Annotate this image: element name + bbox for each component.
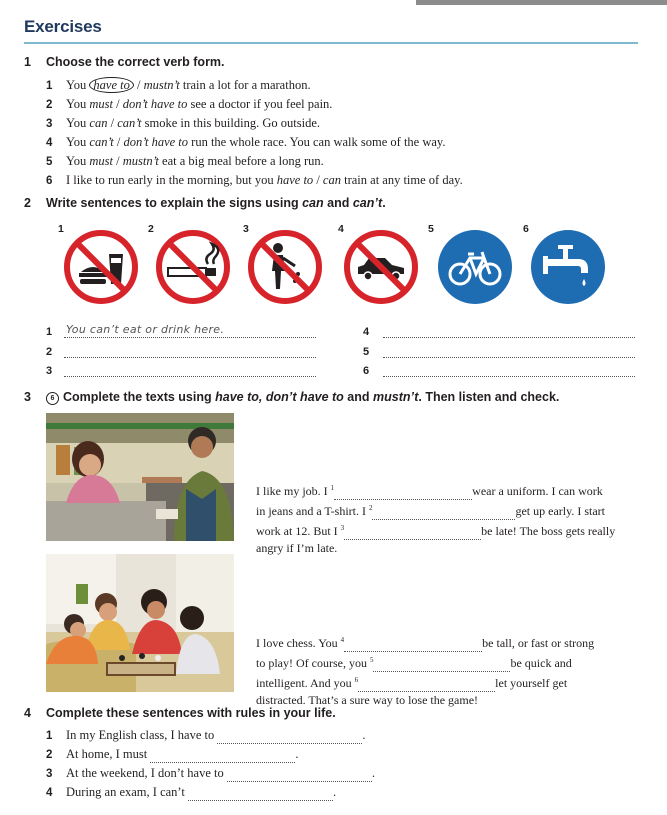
answer-line-2[interactable] xyxy=(64,357,316,358)
ex1-item-6 xyxy=(46,173,463,188)
instruction-cant: can’t xyxy=(352,196,383,210)
instruction-period: . xyxy=(382,196,386,210)
ex1-item-5 xyxy=(46,154,324,169)
item-end: . xyxy=(332,785,337,799)
text-fragment: be late! The boss gets really xyxy=(481,524,616,538)
answer-line-1[interactable] xyxy=(64,337,316,338)
verb-option-1[interactable]: can xyxy=(89,116,108,130)
top-bar xyxy=(416,0,667,5)
instruction-and: and xyxy=(343,390,373,404)
item-text: At home, I must xyxy=(66,747,151,761)
ex4-item-2 xyxy=(46,747,299,763)
title-rule xyxy=(24,42,638,44)
answer-line-6[interactable] xyxy=(383,376,635,377)
text-1 xyxy=(256,480,615,556)
audio-track-icon[interactable]: 6 xyxy=(46,392,59,405)
verb-option-1[interactable]: can’t xyxy=(89,135,114,149)
item-post: see a doctor if you feel pain. xyxy=(187,97,333,111)
no-food-drink-sign-icon xyxy=(64,230,138,304)
rule-blank-4[interactable] xyxy=(188,785,333,801)
gap-6-blank[interactable] xyxy=(358,675,495,692)
option-separator: / xyxy=(113,97,123,111)
verb-option-2[interactable]: can xyxy=(322,173,341,187)
gap-5-blank[interactable] xyxy=(373,655,510,672)
exercise-number: 2 xyxy=(24,196,31,210)
text-fragment: intelligent. And you xyxy=(256,676,355,690)
verb-option-1[interactable]: must xyxy=(89,154,114,168)
verb-option-2[interactable]: don’t have to xyxy=(123,135,189,149)
rule-blank-1[interactable] xyxy=(217,728,362,744)
answer-line-3[interactable] xyxy=(64,376,316,377)
item-end: . xyxy=(295,747,299,761)
item-pre: I like to run early in the morning, but you xyxy=(66,173,277,187)
item-end: . xyxy=(362,728,366,742)
exercise-3-heading xyxy=(24,390,559,405)
gap-number: 5 xyxy=(369,656,374,664)
gap-2-blank[interactable] xyxy=(372,503,515,520)
text-fragment: angry if I’m late. xyxy=(256,541,338,555)
gap-number: 1 xyxy=(330,484,335,492)
verb-option-1[interactable]: must xyxy=(89,97,114,111)
instruction-terms: have to, don’t have to xyxy=(215,390,344,404)
instruction-can: can xyxy=(302,196,324,210)
sign-number: 1 xyxy=(58,223,64,235)
no-smoking-sign-icon xyxy=(156,230,230,304)
answer-line-4[interactable] xyxy=(383,337,635,338)
exercise-number: 1 xyxy=(24,55,31,69)
item-post: smoke in this building. Go outside. xyxy=(141,116,320,130)
item-number: 3 xyxy=(46,118,53,130)
item-post: run the whole race. You can walk some of the way. xyxy=(188,135,446,149)
verb-option-2[interactable]: can’t xyxy=(117,116,142,130)
sign-number: 4 xyxy=(338,223,344,235)
instruction-mustnt: mustn’t xyxy=(373,390,419,404)
text-fragment: to play! Of course, you xyxy=(256,656,370,670)
exercise-instruction: Complete these sentences with rules in your life. xyxy=(46,706,336,720)
item-pre: You xyxy=(66,116,90,130)
item-number: 5 xyxy=(46,156,53,168)
instruction-text: Complete the texts using xyxy=(63,390,216,404)
text-fragment: I love chess. You xyxy=(256,636,341,650)
verb-option-1[interactable]: have to xyxy=(276,173,314,187)
text-fragment: I like my job. I xyxy=(256,484,331,498)
answer-number: 2 xyxy=(46,346,53,358)
answer-line-5[interactable] xyxy=(383,357,635,358)
item-pre: You xyxy=(66,135,90,149)
item-post: eat a big meal before a long run. xyxy=(158,154,324,168)
option-separator: / xyxy=(107,116,118,130)
item-text: At the weekend, I don’t have to xyxy=(66,766,227,780)
sign-number: 3 xyxy=(243,223,249,235)
answer-number: 1 xyxy=(46,326,53,338)
ex1-item-3 xyxy=(46,116,320,131)
exercise-1-heading xyxy=(24,55,225,69)
no-cars-sign-icon xyxy=(344,230,418,304)
option-separator: / xyxy=(113,135,124,149)
ex4-item-3 xyxy=(46,766,375,782)
text-fragment: work at 12. But I xyxy=(256,524,341,538)
gap-number: 6 xyxy=(354,676,359,684)
ex1-item-1 xyxy=(46,78,311,93)
family-chess-photo xyxy=(46,554,234,692)
exercise-number: 4 xyxy=(24,706,31,720)
instruction-text-end: . Then listen and check. xyxy=(418,390,560,404)
item-number: 2 xyxy=(46,749,53,761)
no-littering-sign-icon xyxy=(248,230,322,304)
verb-option-2[interactable]: don’t have to xyxy=(122,97,188,111)
item-pre: You xyxy=(66,154,90,168)
ex1-item-4 xyxy=(46,135,445,150)
bicycle-sign-icon xyxy=(438,230,512,304)
text-fragment: let yourself get xyxy=(495,676,568,690)
ex1-item-2 xyxy=(46,97,332,112)
item-post: train at any time of day. xyxy=(340,173,463,187)
item-number: 6 xyxy=(46,175,53,187)
item-number: 1 xyxy=(46,80,53,92)
exercise-4-heading xyxy=(24,706,336,720)
page-title: Exercises xyxy=(24,17,102,36)
item-number: 4 xyxy=(46,137,53,149)
item-end: . xyxy=(371,766,375,780)
answer-number: 4 xyxy=(363,326,370,338)
shop-worker-photo xyxy=(46,413,234,541)
verb-option-2[interactable]: mustn’t xyxy=(122,154,159,168)
exercise-2-heading xyxy=(24,196,386,210)
item-number: 2 xyxy=(46,99,53,111)
ex4-item-1 xyxy=(46,728,366,744)
sign-number: 2 xyxy=(148,223,154,235)
gap-number: 3 xyxy=(340,524,345,532)
option-separator: / xyxy=(313,173,323,187)
example-answer: You can’t eat or drink here. xyxy=(66,323,225,336)
rule-blank-3[interactable] xyxy=(227,766,372,782)
tap-water-sign-icon xyxy=(531,230,605,304)
gap-number: 2 xyxy=(368,504,373,512)
answer-number: 5 xyxy=(363,346,370,358)
text-fragment: get up early. I start xyxy=(515,504,606,518)
sign-number: 5 xyxy=(428,223,434,235)
sign-number: 6 xyxy=(523,223,529,235)
gap-number: 4 xyxy=(340,636,345,644)
gap-1-blank[interactable] xyxy=(334,483,472,500)
item-number: 4 xyxy=(46,787,53,799)
item-number: 3 xyxy=(46,768,53,780)
item-text: In my English class, I have to xyxy=(66,728,218,742)
text-fragment: in jeans and a T-shirt. I xyxy=(256,504,369,518)
instruction-and: and xyxy=(323,196,353,210)
text-fragment: wear a uniform. I can work xyxy=(472,484,603,498)
text-fragment: be quick and xyxy=(510,656,572,670)
option-separator: / xyxy=(113,154,123,168)
text-fragment: be tall, or fast or strong xyxy=(482,636,595,650)
answer-number: 3 xyxy=(46,365,53,377)
gap-3-blank[interactable] xyxy=(344,523,481,540)
rule-blank-2[interactable] xyxy=(150,747,295,763)
answer-number: 6 xyxy=(363,365,370,377)
ex4-item-4 xyxy=(46,785,336,801)
text-2 xyxy=(256,632,594,708)
verb-option-1[interactable]: have to xyxy=(89,77,133,93)
item-number: 1 xyxy=(46,730,53,742)
exercise-instruction: Choose the correct verb form. xyxy=(46,55,225,69)
option-separator: / xyxy=(133,78,144,92)
verb-option-2[interactable]: mustn’t xyxy=(143,78,180,92)
item-pre: You xyxy=(66,78,90,92)
item-post: train a lot for a marathon. xyxy=(179,78,311,92)
item-text: During an exam, I can’t xyxy=(66,785,188,799)
exercise-number: 3 xyxy=(24,390,31,404)
instruction-text: Write sentences to explain the signs using xyxy=(46,196,303,210)
item-pre: You xyxy=(66,97,90,111)
gap-4-blank[interactable] xyxy=(344,635,482,652)
text-fragment: distracted. That’s a sure way to lose the game! xyxy=(256,693,479,707)
